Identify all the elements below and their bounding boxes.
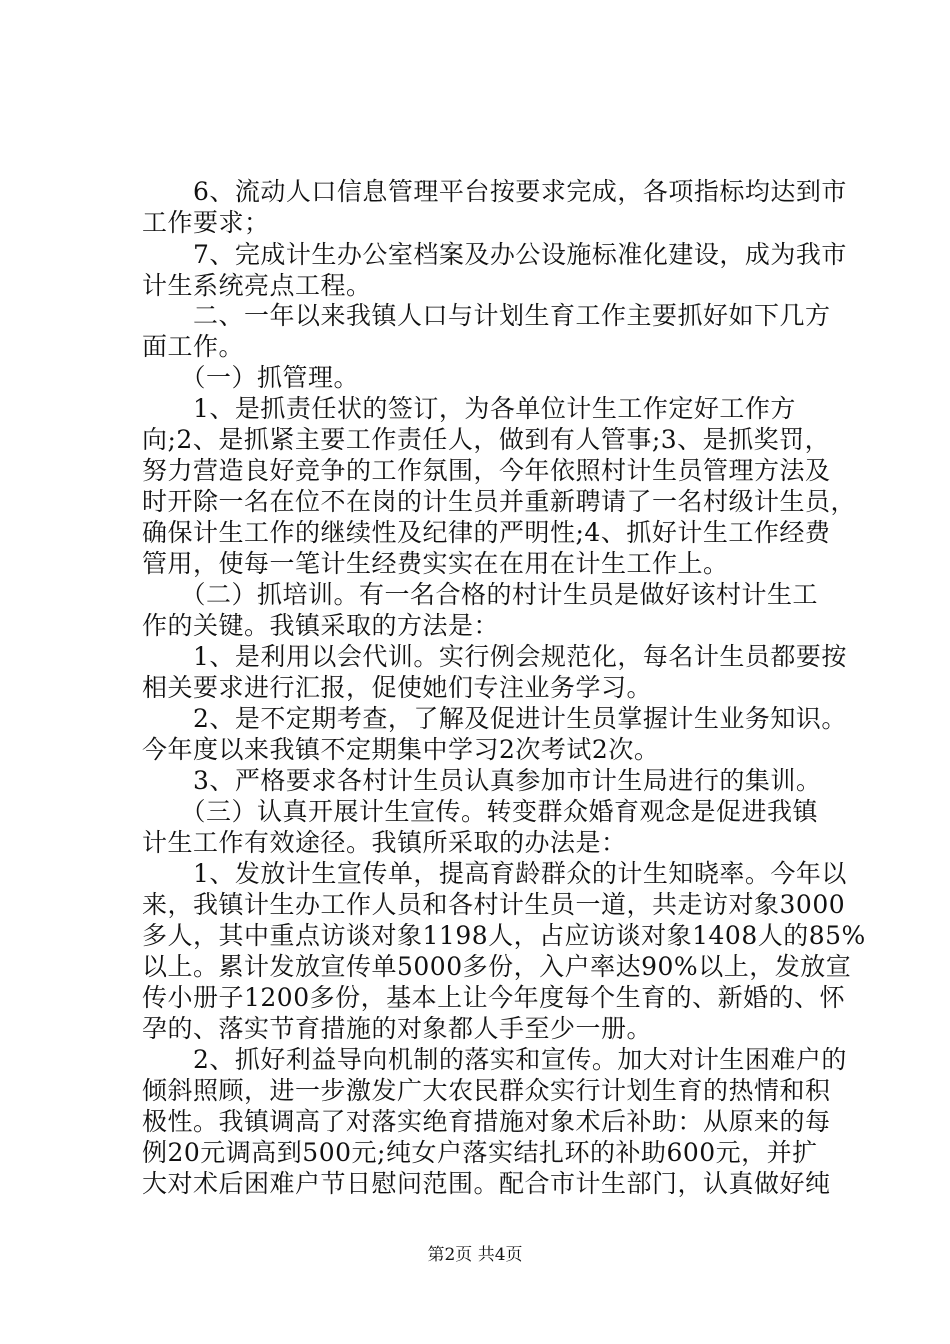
page-number-footer: 第2页 共4页	[427, 1245, 523, 1265]
text-line: 多人，其中重点访谈对象1198人，占应访谈对象1408人的85%	[142, 921, 866, 950]
text-line: 例20元调高到500元;纯女户落实结扎环的补助600元，并扩	[142, 1138, 818, 1167]
text-line: 作的关键。我镇采取的方法是：	[142, 611, 500, 640]
text-line: （二）抓培训。有一名合格的村计生员是做好该村计生工	[142, 580, 819, 609]
text-line: 面工作。	[142, 332, 245, 361]
text-line: 向;2、是抓紧主要工作责任人，做到有人管事;3、是抓奖罚，	[142, 425, 831, 454]
text-line: 以上。累计发放宣传单5000多份，入户率达90%以上，发放宣	[142, 952, 852, 981]
text-line: 3、严格要求各村计生员认真参加市计生局进行的集训。	[142, 766, 822, 795]
text-line: 计生系统亮点工程。	[142, 271, 372, 300]
text-line: 1、是抓责任状的签订，为各单位计生工作定好工作方	[142, 394, 796, 423]
text-line: 1、发放计生宣传单，提高育龄群众的计生知晓率。今年以	[142, 859, 847, 888]
text-line: 2、抓好利益导向机制的落实和宣传。加大对计生困难户的	[142, 1045, 847, 1074]
text-line: 7、完成计生办公室档案及办公设施标准化建设，成为我市	[142, 240, 847, 269]
text-line: 二、一年以来我镇人口与计划生育工作主要抓好如下几方	[142, 301, 831, 330]
text-line: 大对术后困难户节日慰问范围。配合市计生部门，认真做好纯	[142, 1169, 831, 1198]
text-line: 1、是利用以会代训。实行例会规范化，每名计生员都要按	[142, 642, 847, 671]
text-line: 孕的、落实节育措施的对象都人手至少一册。	[142, 1014, 653, 1043]
text-line: 工作要求；	[142, 208, 270, 237]
text-line: 计生工作有效途径。我镇所采取的办法是：	[142, 828, 627, 857]
text-line: 6、流动人口信息管理平台按要求完成，各项指标均达到市	[142, 177, 847, 206]
text-line: 2、是不定期考查，了解及促进计生员掌握计生业务知识。	[142, 704, 847, 733]
text-line: 确保计生工作的继续性及纪律的严明性;4、抓好计生工作经费	[142, 518, 831, 547]
text-line: 时开除一名在位不在岗的计生员并重新聘请了一名村级计生员，	[142, 487, 857, 516]
text-line: 来，我镇计生办工作人员和各村计生员一道，共走访对象3000	[142, 890, 846, 919]
text-line: 极性。我镇调高了对落实绝育措施对象术后补助：从原来的每	[142, 1107, 831, 1136]
text-line: 传小册子1200多份，基本上让今年度每个生育的、新婚的、怀	[142, 983, 846, 1012]
text-line: 管用，使每一笔计生经费实实在在用在计生工作上。	[142, 549, 729, 578]
section-heading: （一）抓管理。	[142, 363, 360, 392]
text-line: 倾斜照顾，进一步激发广大农民群众实行计划生育的热情和积	[142, 1076, 831, 1105]
text-line: 努力营造良好竞争的工作氛围，今年依照村计生员管理方法及	[142, 456, 831, 485]
text-line: 相关要求进行汇报，促使她们专注业务学习。	[142, 673, 653, 702]
text-line: （三）认真开展计生宣传。转变群众婚育观念是促进我镇	[142, 797, 819, 826]
text-line: 今年度以来我镇不定期集中学习2次考试2次。	[142, 735, 660, 764]
